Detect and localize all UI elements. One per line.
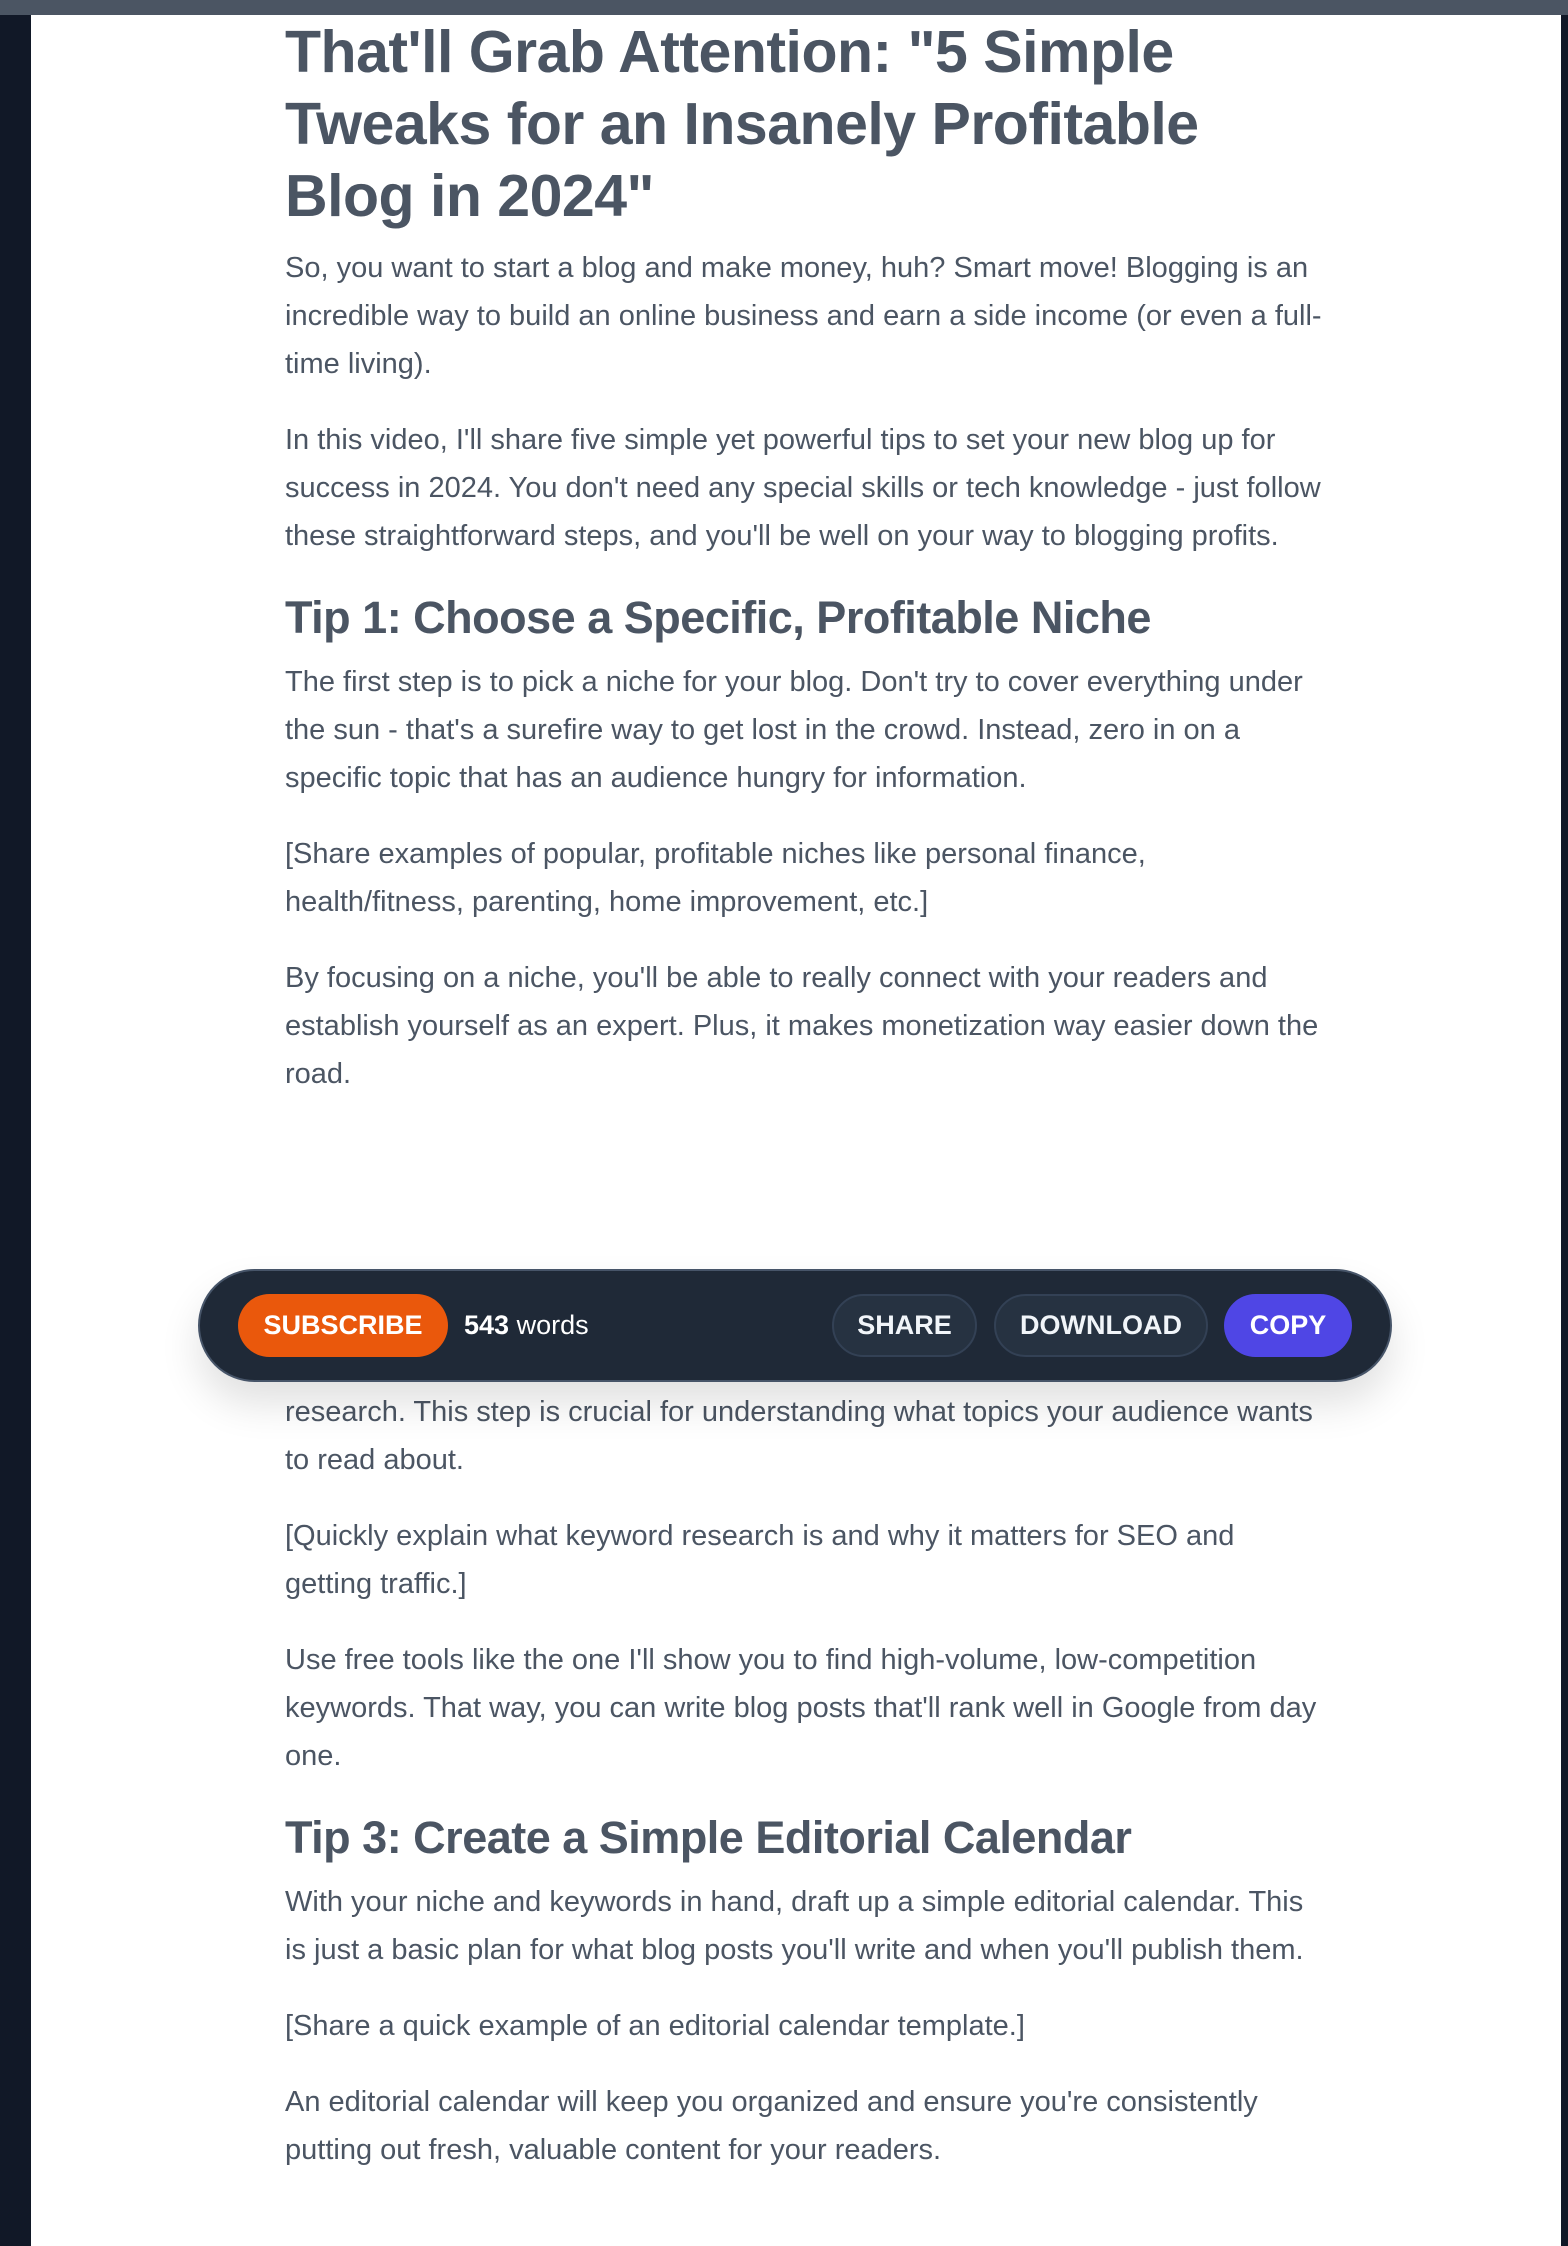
article-title: That'll Grab Attention: "5 Simple Tweaks for an Insanely Profitable Blog in 2024" bbox=[285, 19, 1199, 229]
tip2-paragraph: [Quickly explain what keyword research is and why it matters for SEO and getting traffic.] bbox=[285, 1520, 1235, 1600]
intro-paragraph: In this video, I'll share five simple yet powerful tips to set your new blog up for success in 2024. You don't need any special skills or tech knowledge - just follow these straightforward steps, and you'll be well on your way to blogging profits. bbox=[285, 424, 1321, 552]
tip1-paragraph: By focusing on a niche, you'll be able to really connect with your readers and establish yourself as an expert. Plus, it makes monetization way easier down the road. bbox=[285, 962, 1319, 1090]
tip3-paragraph: With your niche and keywords in hand, draft up a simple editorial calendar. This is just a basic plan for what blog posts you'll write and when you'll publish them. bbox=[285, 1886, 1304, 1966]
tip1-heading: Tip 1: Choose a Specific, Profitable Niche bbox=[285, 592, 1151, 643]
article-bottom bbox=[285, 1388, 1325, 2202]
tip2-paragraph: research. This step is crucial for understanding what topics your audience wants to read about. bbox=[285, 1396, 1313, 1476]
tip1-paragraph: [Share examples of popular, profitable niches like personal finance, health/fitness, parenting, home improvement, etc.] bbox=[285, 838, 1146, 918]
copy-button[interactable]: COPY bbox=[1224, 1294, 1352, 1357]
floating-toolbar bbox=[198, 1269, 1392, 1382]
tip3-heading: Tip 3: Create a Simple Editorial Calendar bbox=[285, 1812, 1132, 1863]
tip3-paragraph: An editorial calendar will keep you organized and ensure you're consistently putting out fresh, valuable content for your readers. bbox=[285, 2086, 1258, 2166]
window-top-bar bbox=[0, 0, 1568, 15]
word-count-number: 543 bbox=[464, 1310, 510, 1340]
download-button[interactable]: DOWNLOAD bbox=[994, 1294, 1208, 1357]
tip3-paragraph: [Share a quick example of an editorial calendar template.] bbox=[285, 2010, 1025, 2042]
share-button[interactable]: SHARE bbox=[832, 1294, 977, 1357]
article-top bbox=[285, 16, 1325, 1126]
intro-paragraph: So, you want to start a blog and make money, huh? Smart move! Blogging is an incredible way to build an online business and earn a side income (or even a full-time living). bbox=[285, 252, 1322, 380]
word-count bbox=[464, 1310, 589, 1341]
tip1-paragraph: The first step is to pick a niche for your blog. Don't try to cover everything under the sun - that's a surefire way to get lost in the crowd. Instead, zero in on a specific topic that has an audience hungry for information. bbox=[285, 666, 1303, 794]
tip2-paragraph: Use free tools like the one I'll show you to find high-volume, low-competition keywords. That way, you can write blog posts that'll rank well in Google from day one. bbox=[285, 1644, 1317, 1772]
word-count-unit: words bbox=[509, 1310, 589, 1340]
subscribe-button[interactable]: SUBSCRIBE bbox=[238, 1294, 448, 1357]
